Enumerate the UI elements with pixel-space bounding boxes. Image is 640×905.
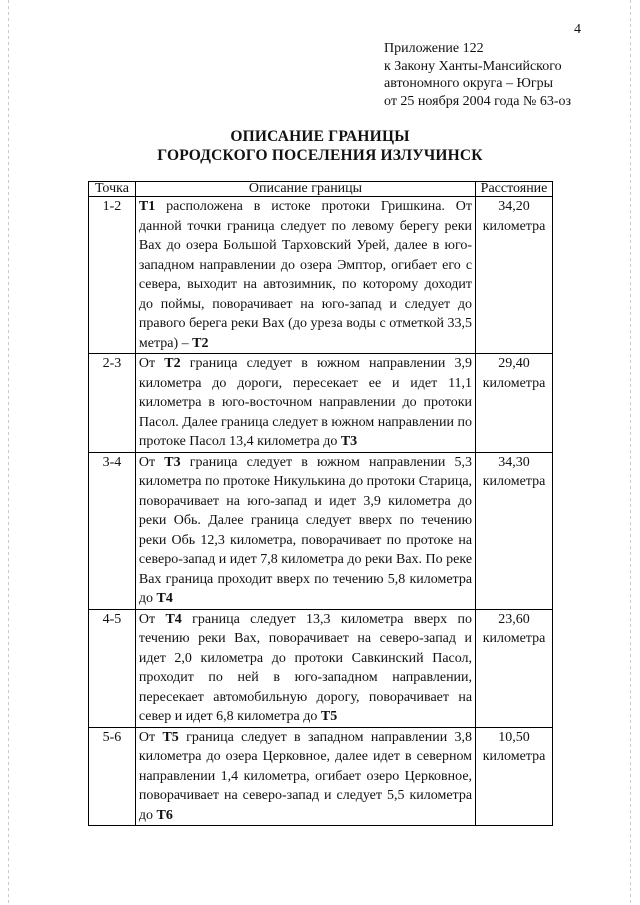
description-text: граница следует 13,3 километра вверх по течению реки Вах, поворачивает на северо-запад и идет 2,0 километра до протоки Савкинский Пасол, проходит по ней в юго-западном направлении, пересекает автомобильную дорогу, поворачивает на север и идет 6,8 километра до	[138, 611, 473, 724]
distance-value: 23,60	[498, 611, 530, 627]
end-point-label: Т3	[340, 434, 358, 449]
header-distance: Расстояние	[476, 182, 553, 197]
start-point-label: Т3	[164, 454, 181, 470]
row-point: 4-5	[89, 609, 136, 727]
distance-value: 34,20	[498, 199, 530, 214]
distance-unit: километра	[482, 218, 546, 234]
appendix-reference	[384, 40, 624, 110]
row-point: 3-4	[89, 452, 136, 609]
row-point: 5-6	[89, 727, 136, 826]
table-row	[89, 452, 553, 609]
description-prefix: От	[138, 611, 166, 627]
description-text: расположена в истоке протоки Гришкина. От данной точки граница следует по левому берегу реки Вах до озера Большой Тарховский Урей, далее в юго-западном направлении до озера Эмптор, огибает его с севера, выходит на автозимник, по которому доходит до поймы, поворачивает на юго-запад и следует до правого берега реки Вах (до уреза воды с отметкой 33,5 метра) –	[138, 199, 473, 351]
distance-unit: километра	[482, 631, 546, 646]
row-distance	[476, 609, 553, 727]
appendix-line: автономного округа – Югры	[384, 76, 553, 91]
row-distance	[476, 452, 553, 609]
row-description	[135, 354, 475, 453]
appendix-line: Приложение 122	[384, 41, 484, 56]
description-text: граница следует в южном направлении 5,3 километра по протоке Никулькина до протоки Старица, поворачивает на юго-запад и идет 3,9 километра до реки Обь. Далее граница следует вверх по течению реки Обь 12,3 километра, поворачивает по протоке на северо-запад и идет 7,8 километра до реки Вах. По реке Вах граница проходит вверх по течению 5,8 километра до	[138, 454, 473, 606]
row-description	[135, 727, 475, 826]
row-description	[135, 197, 475, 354]
table-header-row	[89, 182, 553, 197]
end-point-label: Т5	[320, 709, 338, 724]
description-text: граница следует в южном направлении 3,9 километра до дороги, пересекает ее и идет 11,1 километра в юго-восточном направлении до протоки Пасол. Далее граница следует в южном направлении по протоке Пасол 13,4 километра до	[138, 356, 473, 449]
page-number: 4	[574, 22, 581, 37]
distance-unit: километра	[482, 474, 546, 489]
start-point-label: Т5	[162, 729, 179, 745]
description-prefix: От	[138, 356, 165, 371]
title-line-1: ОПИСАНИЕ ГРАНИЦЫ	[230, 128, 410, 145]
row-description	[135, 452, 475, 609]
description-text: граница следует в западном направлении 3,8 километра до озера Церковное, далее идет в северном направлении 1,4 километра, огибает озеро Церковное, поворачивает на северо-запад и следует 5,5 километра до	[138, 729, 473, 823]
end-point-label: Т4	[156, 591, 173, 606]
distance-unit: километра	[482, 749, 546, 764]
row-distance	[476, 197, 553, 354]
table-row	[89, 197, 553, 354]
row-distance	[476, 354, 553, 453]
header-point: Точка	[89, 182, 136, 197]
start-point-label: Т1	[138, 199, 156, 214]
description-prefix: От	[138, 454, 165, 470]
title-line-2: ГОРОДСКОГО ПОСЕЛЕНИЯ ИЗЛУЧИНСК	[157, 147, 483, 164]
appendix-line: от 25 ноября 2004 года № 63-оз	[384, 93, 572, 109]
row-point: 2-3	[89, 354, 136, 453]
header-description: Описание границы	[135, 182, 475, 197]
distance-unit: километра	[482, 375, 546, 391]
table-row	[89, 354, 553, 453]
start-point-label: Т2	[164, 356, 181, 371]
start-point-label: Т4	[165, 611, 182, 627]
distance-value: 29,40	[498, 356, 530, 371]
distance-value: 10,50	[498, 729, 530, 745]
document-title	[0, 127, 640, 165]
table-row	[89, 727, 553, 826]
boundary-table	[88, 181, 553, 826]
end-point-label: Т6	[156, 807, 173, 823]
table-row	[89, 609, 553, 727]
row-description	[135, 609, 475, 727]
appendix-line: к Закону Ханты-Мансийского	[384, 58, 562, 74]
row-point: 1-2	[89, 197, 136, 354]
end-point-label: Т2	[192, 335, 209, 351]
row-distance	[476, 727, 553, 826]
description-prefix: От	[138, 729, 163, 745]
distance-value: 34,30	[498, 454, 530, 470]
